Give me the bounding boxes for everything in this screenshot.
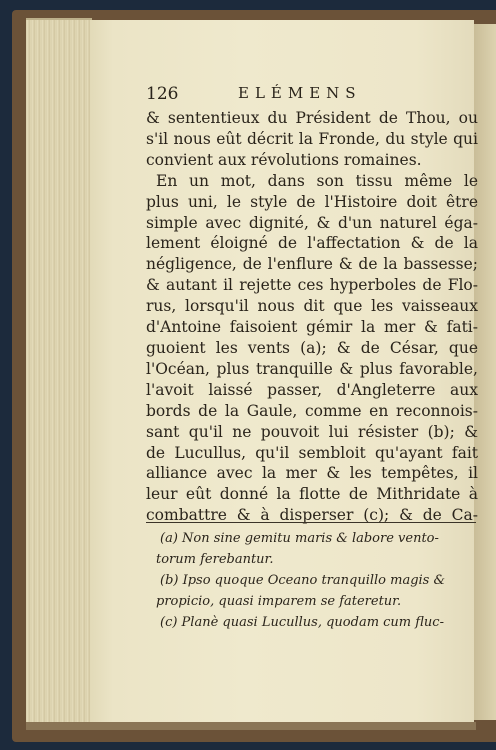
book-page (90, 20, 478, 722)
text-line: l'Océan, plus tranquille & plus favorable, (146, 359, 478, 378)
text-line: & autant il rejette ces hyperboles de Flo- (146, 276, 478, 295)
footnote-b-continued: propicio, quasi imparem se fateretur. (156, 594, 402, 609)
text-line: d'Antoine faisoient gémir la mer & fati- (146, 318, 478, 337)
footnotes (156, 528, 476, 633)
page-header (146, 84, 436, 106)
page-number: 126 (146, 84, 179, 104)
text-line: s'il nous eût décrit la Fronde, du style qui (146, 129, 478, 148)
text-line: rus, lorsqu'il nous dit que les vaisseaux (146, 297, 478, 316)
text-line: de Lucullus, qu'il sembloit qu'ayant fait (146, 443, 478, 462)
text-line: En un mot, dans son tissu même le (156, 171, 478, 190)
text-line: plus uni, le style de l'Histoire doit être (146, 192, 478, 211)
text-line: leur eût donné la flotte de Mithridate à (146, 485, 478, 504)
text-line: négligence, de l'enflure & de la bassesse; (146, 255, 478, 274)
text-line: lement éloigné de l'affectation & de la (146, 234, 478, 253)
text-line: combattre & à disperser (c); & de Ca- (146, 506, 478, 525)
book-bottom-edge (26, 722, 476, 730)
text-line: guoient les vents (a); & de César, que (146, 338, 478, 357)
text-line: convient aux révolutions romaines. (146, 150, 422, 169)
footnote-a-continued: torum ferebantur. (156, 552, 274, 567)
text-line: simple avec dignité, & d'un naturel éga- (146, 213, 478, 232)
text-line: alliance avec la mer & les tempêtes, il (146, 464, 478, 483)
footnote-c: (c) Planè quasi Lucullus, quodam cum fluc- (160, 615, 444, 630)
body-text (146, 108, 478, 526)
page-edges (26, 18, 92, 729)
text-line: bords de la Gaule, comme en reconnois- (146, 401, 478, 420)
footnote-a: (a) Non sine gemitu maris & labore vento- (160, 531, 439, 546)
footnote-divider (146, 522, 476, 523)
text-line: & sententieux du Président de Thou, ou (146, 109, 478, 127)
text-line: sant qu'il ne pouvoit lui résister (b); & (146, 422, 478, 441)
running-title: ELÉMENS (238, 84, 362, 102)
footnote-b: (b) Ipso quoque Oceano tranquillo magis & (160, 573, 446, 588)
text-line: l'avoit laissé passer, d'Angleterre aux (146, 380, 478, 399)
